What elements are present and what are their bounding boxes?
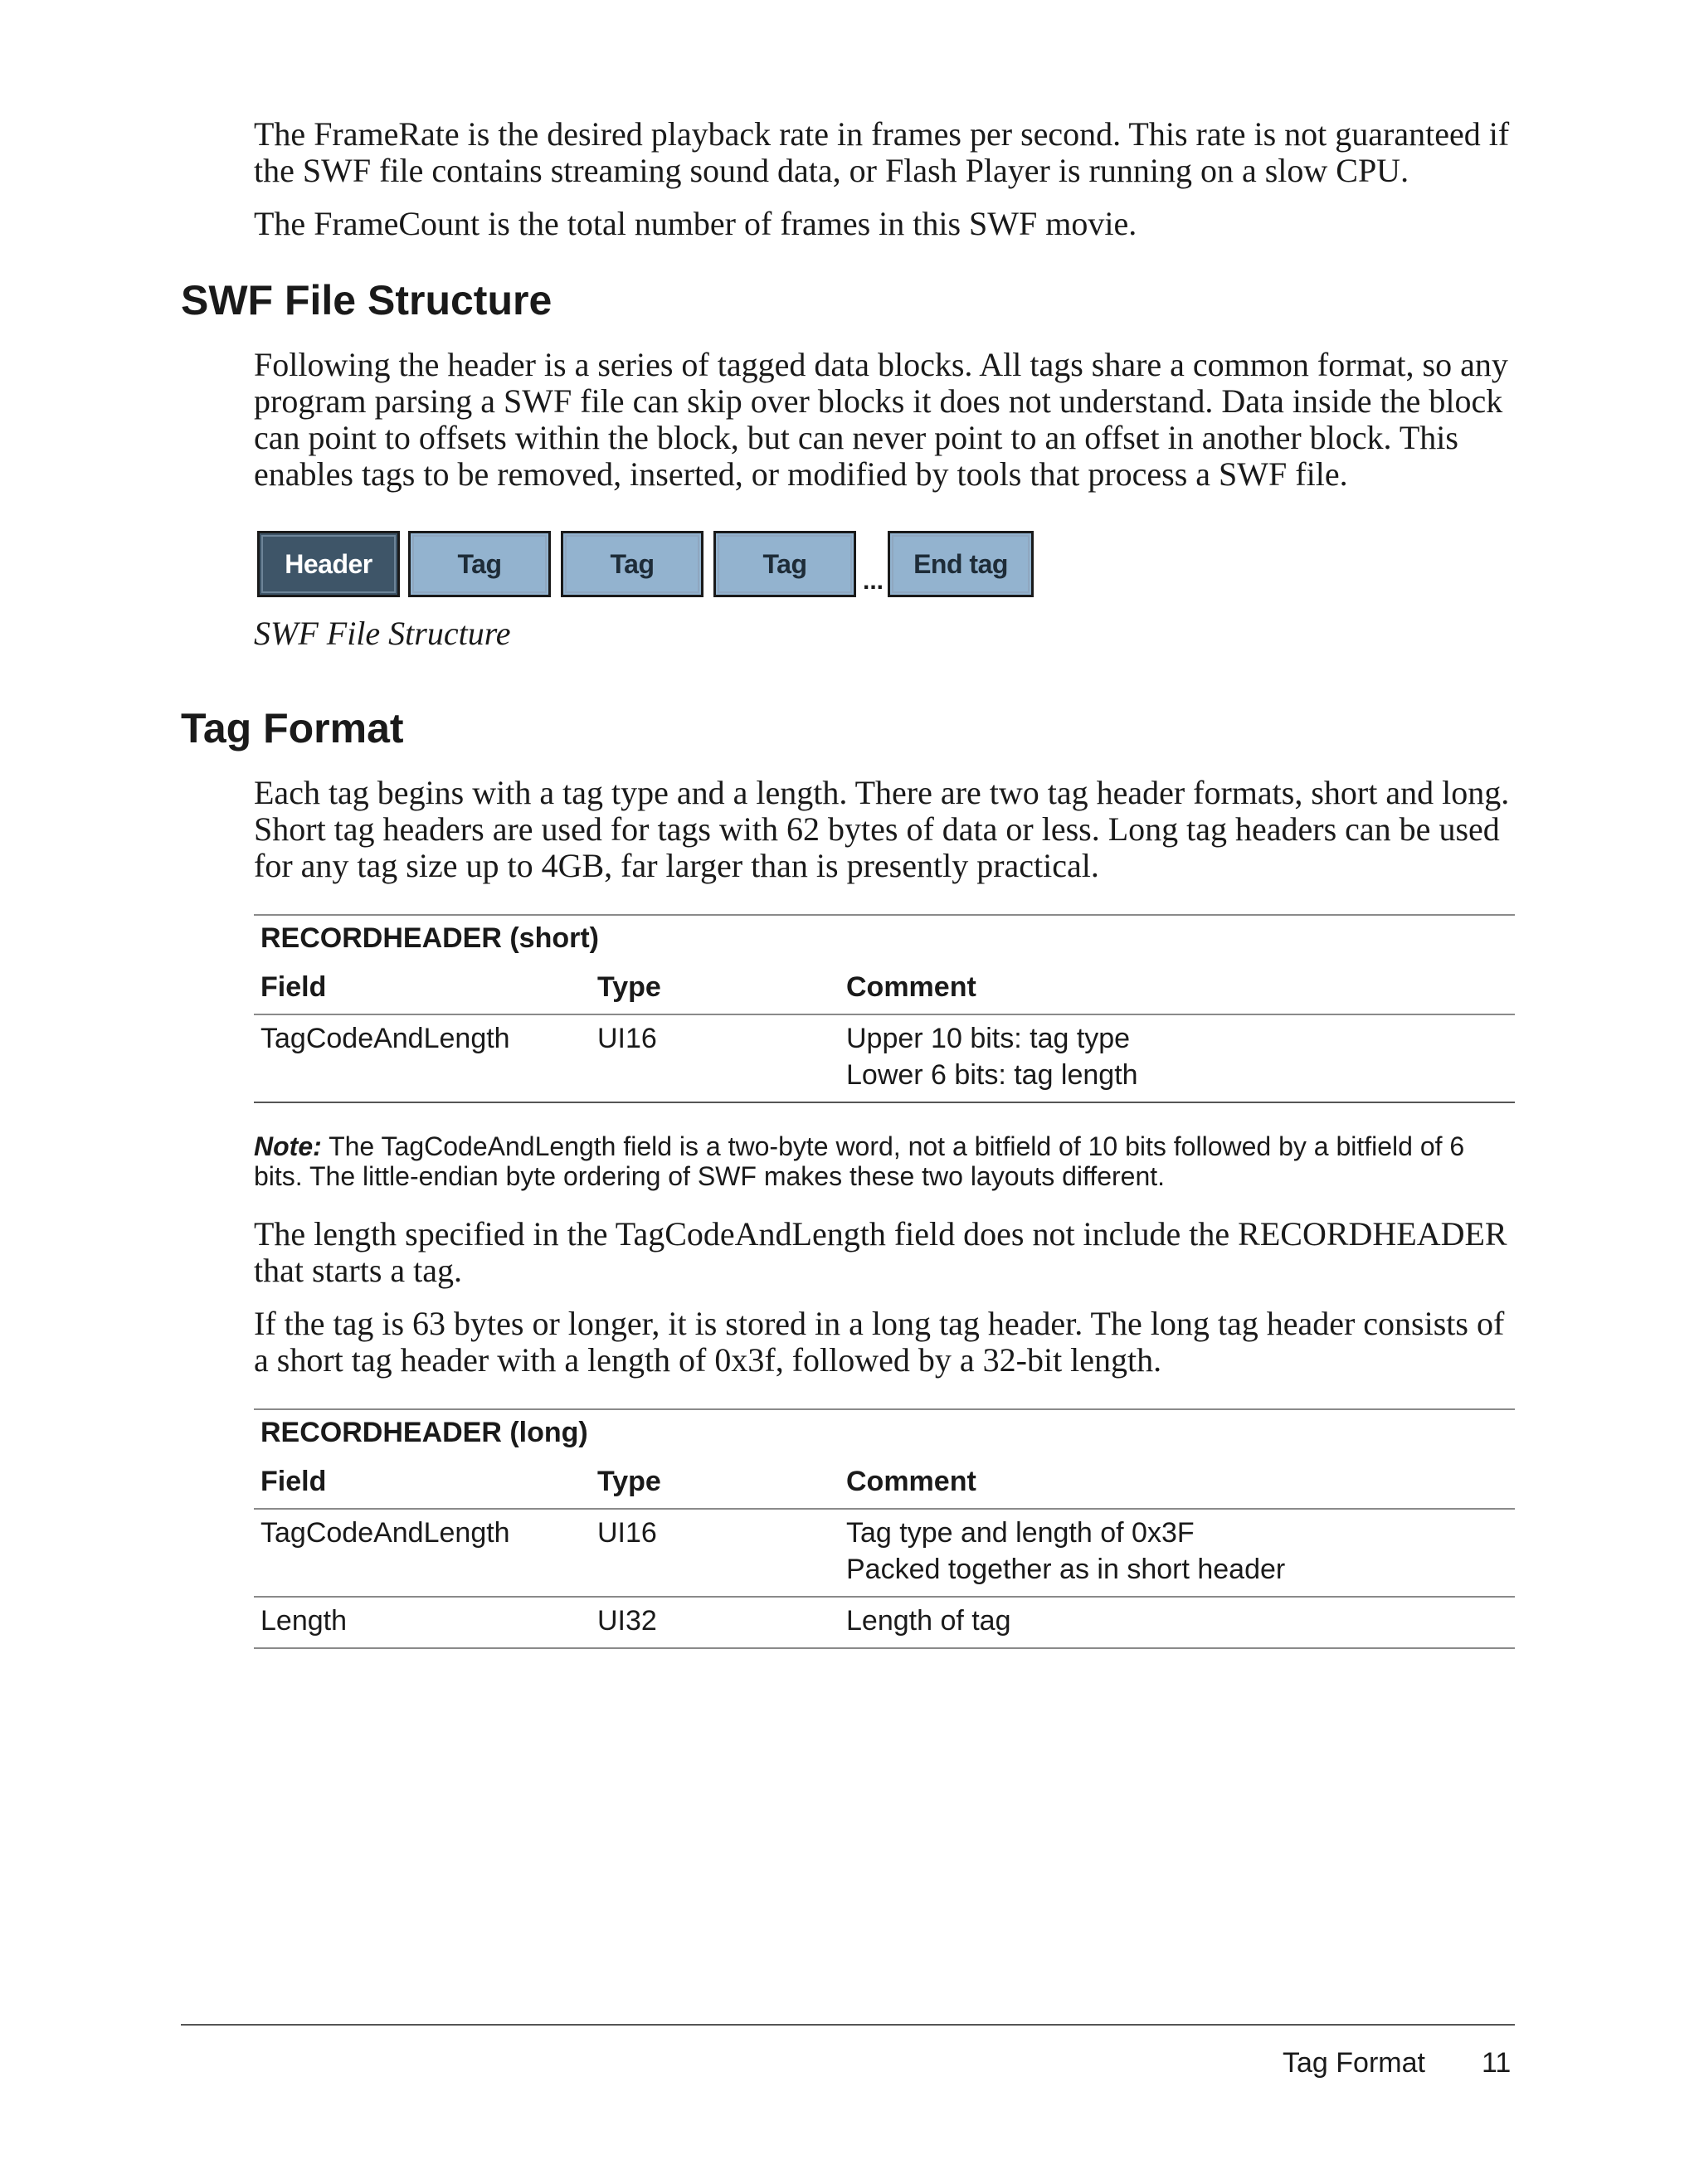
table-row: [254, 1510, 1515, 1596]
diagram-caption: SWF File Structure: [254, 615, 511, 652]
framerate-paragraph: The FrameRate is the desired playback rate in frames per second. This rate is not guaranteed if the SWF file contains streaming sound data, or Flash Player is running on a slow CPU.: [254, 115, 1510, 189]
table-title: RECORDHEADER (short): [260, 922, 599, 954]
column-header-field: Field: [260, 970, 327, 1003]
cell-field: TagCodeAndLength: [260, 1517, 510, 1549]
tag-format-heading: Tag Format: [181, 705, 404, 752]
table-title: RECORDHEADER (long): [260, 1417, 588, 1448]
cell-field: Length: [260, 1605, 347, 1637]
comment-line: Packed together as in short header: [846, 1554, 1286, 1585]
cell-field: TagCodeAndLength: [260, 1023, 510, 1054]
diagram-block-tag: Tag: [561, 531, 703, 597]
long-header-paragraph: If the tag is 63 bytes or longer, it is stored in a long tag header. The long tag header consists of a short tag header with a length of 0x3f, followed by a 32-bit length.: [254, 1305, 1505, 1379]
swf-file-structure-heading: SWF File Structure: [181, 277, 553, 323]
cell-comment: [846, 1603, 1515, 1639]
column-header-comment: Comment: [846, 1465, 976, 1497]
table-row: [254, 1015, 1515, 1102]
column-header-type: Type: [597, 1465, 661, 1497]
note-block: [254, 1131, 1515, 1191]
cell-type: UI16: [597, 1517, 657, 1549]
diagram-block-end-tag: End tag: [888, 531, 1034, 597]
swf-structure-paragraph: Following the header is a series of tagged data blocks. All tags share a common format, so any program parsing a SWF file can skip over blocks it does not understand. Data inside the block can point to offsets within the block, but can never point to an offset in another block. This enables tags to be removed, inserted, or modified by tools that process a SWF file.: [254, 346, 1508, 493]
footer-section-title: Tag Format: [1283, 2047, 1425, 2079]
length-paragraph: The length specified in the TagCodeAndLength field does not include the RECORDHEADER that starts a tag.: [254, 1215, 1507, 1289]
table-header-row: [254, 961, 1515, 1014]
column-header-type: Type: [597, 970, 661, 1003]
note-label: Note:: [254, 1131, 322, 1161]
comment-line: Length of tag: [846, 1605, 1011, 1637]
comment-line: Tag type and length of 0x3F: [846, 1517, 1195, 1549]
page-number: 11: [1482, 2047, 1512, 2079]
table-row: [254, 1598, 1515, 1647]
diagram-block-tag: Tag: [713, 531, 856, 597]
table-header-row: [254, 1455, 1515, 1508]
tag-format-paragraph: Each tag begins with a tag type and a length. There are two tag header formats, short and long. Short tag headers are used for tags with 62 bytes of data or less. Long tag headers can be used for any tag size up to 4GB, far larger than is presently practical.: [254, 774, 1510, 884]
cell-type: UI16: [597, 1023, 657, 1054]
cell-comment: [846, 1020, 1515, 1093]
footer-divider: [181, 2024, 1515, 2026]
recordheader-short-table: [254, 914, 1515, 1103]
comment-line: Upper 10 bits: tag type: [846, 1023, 1131, 1054]
column-header-field: Field: [260, 1465, 327, 1497]
swf-structure-diagram: [254, 528, 1034, 602]
diagram-block-header: Header: [257, 531, 400, 597]
framecount-paragraph: The FrameCount is the total number of frames in this SWF movie.: [254, 205, 1137, 242]
recordheader-long-table: [254, 1408, 1515, 1649]
cell-comment: [846, 1515, 1515, 1588]
diagram-block-tag: Tag: [408, 531, 551, 597]
cell-type: UI32: [597, 1605, 657, 1637]
column-header-comment: Comment: [846, 970, 976, 1003]
comment-line: Lower 6 bits: tag length: [846, 1059, 1138, 1091]
diagram-ellipsis: ...: [863, 567, 884, 595]
note-text: The TagCodeAndLength field is a two-byte word, not a bitfield of 10 bits followed by a bitfield of 6 bits. The little-endian byte ordering of SWF makes these two layouts different.: [254, 1131, 1465, 1191]
